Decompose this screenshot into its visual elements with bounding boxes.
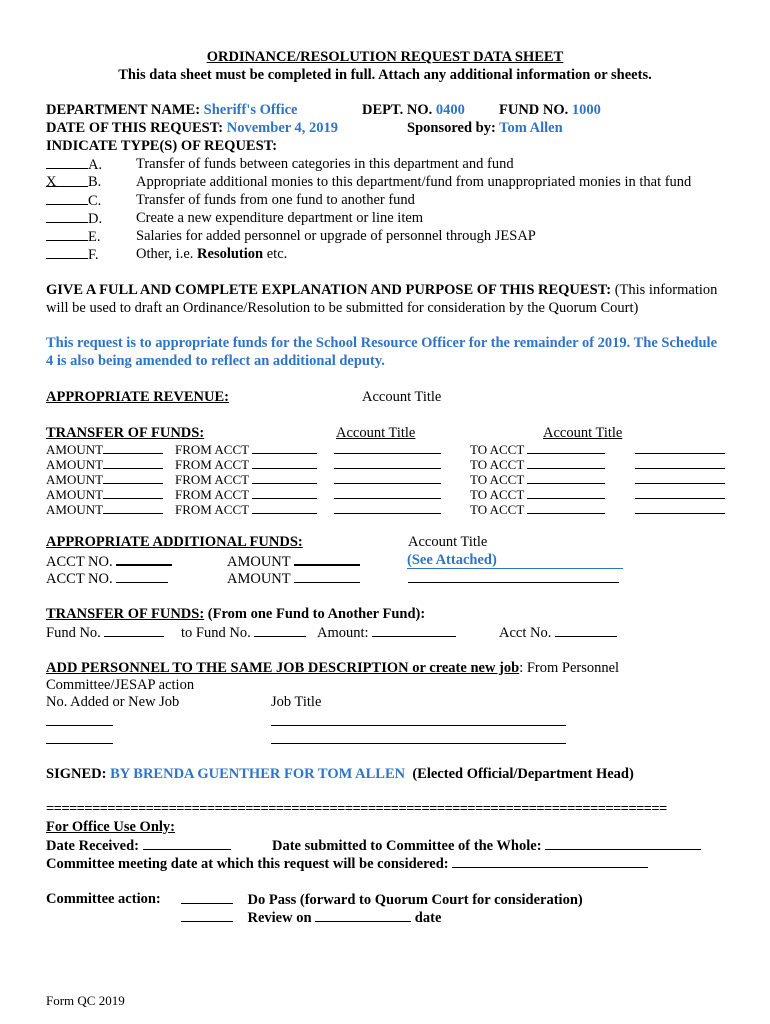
fund-no-field-row: Fund No.: [46, 623, 164, 642]
job-title-label: Job Title: [271, 694, 322, 710]
request-type-f-text: Other, i.e. Resolution etc.: [136, 246, 288, 262]
table-row: FROM ACCT: [175, 440, 317, 457]
to-account-title-field[interactable]: [635, 470, 725, 484]
do-pass-field[interactable]: [181, 890, 233, 904]
dept-no-value[interactable]: 0400: [435, 102, 465, 118]
amount-field[interactable]: [103, 500, 163, 514]
request-date-label: DATE OF THIS REQUEST:: [46, 120, 224, 136]
amount-field[interactable]: [103, 485, 163, 499]
from-account-title-field[interactable]: [334, 440, 441, 454]
to-fund-no-field-row: to Fund No.: [181, 623, 306, 642]
amount-field[interactable]: [372, 623, 456, 637]
table-row: AMOUNT: [46, 440, 163, 457]
request-type-e-text: Salaries for added personnel or upgrade of personnel through JESAP: [136, 228, 536, 244]
appropriate-revenue-heading: APPROPRIATE REVENUE:: [46, 389, 229, 405]
additional-account-title-row-2: [408, 569, 619, 588]
explanation-answer-line-1[interactable]: This request is to appropriate funds for the School Resource Officer for the remainder of 2019. The Schedule: [46, 335, 718, 351]
table-row: [334, 500, 441, 519]
no-added-label: No. Added or New Job: [46, 694, 180, 710]
request-type-d[interactable]: D.: [46, 209, 102, 228]
meeting-date-row: Committee meeting date at which this request will be considered:: [46, 854, 648, 873]
to-acct-field[interactable]: [527, 500, 605, 514]
explanation-answer-line-2[interactable]: 4 is also being amended to reflect an additional deputy.: [46, 353, 385, 369]
review-on-row: Review on date: [181, 908, 441, 927]
additional-acct-row-1: ACCT NO.: [46, 551, 172, 571]
table-row: TO ACCT: [470, 470, 605, 487]
request-type-checkbox[interactable]: [46, 155, 88, 169]
to-fund-no-field[interactable]: [254, 623, 306, 637]
fund-no-label: FUND NO.: [499, 102, 569, 118]
transfer-to-account-title-header: Account Title: [543, 425, 623, 441]
account-title-field[interactable]: [408, 569, 619, 583]
transfer-from-account-title-header: Account Title: [336, 425, 416, 441]
date-submitted-field[interactable]: [545, 836, 701, 850]
page-title: ORDINANCE/RESOLUTION REQUEST DATA SHEET: [206, 49, 564, 65]
from-acct-field[interactable]: [252, 440, 317, 454]
table-row: AMOUNT: [46, 470, 163, 487]
transfer-funds-heading: TRANSFER OF FUNDS:: [46, 425, 205, 441]
request-date-value[interactable]: November 4, 2019: [226, 120, 339, 136]
amount-field[interactable]: [294, 569, 360, 583]
to-acct-field[interactable]: [527, 455, 605, 469]
table-row: TO ACCT: [470, 500, 605, 517]
request-type-c[interactable]: C.: [46, 191, 101, 210]
fund-transfer-heading-row: [46, 605, 425, 623]
additional-funds-heading: APPROPRIATE ADDITIONAL FUNDS:: [46, 534, 303, 550]
acct-no-field[interactable]: [116, 551, 172, 566]
no-added-field-1[interactable]: [46, 712, 113, 731]
to-account-title-field[interactable]: [635, 440, 725, 454]
from-acct-field[interactable]: [252, 470, 317, 484]
fund-no-field[interactable]: [104, 623, 164, 637]
to-account-title-field[interactable]: [635, 455, 725, 469]
request-types-heading: INDICATE TYPE(S) OF REQUEST:: [46, 138, 278, 154]
additional-amount-row-1: AMOUNT: [227, 551, 360, 571]
acct-no-field[interactable]: [555, 623, 617, 637]
request-type-e[interactable]: E.: [46, 227, 100, 246]
amount-field[interactable]: [294, 551, 360, 566]
table-row: FROM ACCT: [175, 485, 317, 502]
table-row: FROM ACCT: [175, 500, 317, 517]
sponsor-value[interactable]: Tom Allen: [499, 120, 563, 136]
do-pass-row: Do Pass (forward to Quorum Court for consideration): [181, 890, 583, 909]
dept-no-label: DEPT. NO.: [362, 102, 433, 118]
form-id: Form QC 2019: [46, 993, 125, 1008]
table-row: TO ACCT: [470, 440, 605, 457]
acct-no-field[interactable]: [116, 569, 168, 583]
from-account-title-field[interactable]: [334, 500, 441, 514]
amount-field-row: Amount:: [317, 623, 456, 642]
page-subtitle: This data sheet must be completed in full. Attach any additional information or sheets.: [118, 67, 652, 83]
acct-no-field-row: Acct No.: [499, 623, 617, 642]
request-type-f[interactable]: F.: [46, 245, 99, 264]
table-row: TO ACCT: [470, 485, 605, 502]
signer-role: (Elected Official/Department Head): [412, 766, 634, 782]
see-attached-link[interactable]: (See Attached): [407, 551, 623, 569]
additional-acct-row-2: ACCT NO.: [46, 569, 168, 588]
office-use-separator: =================================================================================: [46, 801, 667, 817]
sponsor-row: [407, 119, 563, 137]
request-type-a-text: Transfer of funds between categories in this department and fund: [136, 156, 514, 172]
amount-field[interactable]: [103, 440, 163, 454]
request-type-a[interactable]: A.: [46, 155, 102, 174]
amount-field[interactable]: [103, 470, 163, 484]
date-received-row: Date Received:: [46, 836, 231, 855]
request-type-b[interactable]: X B.: [46, 174, 102, 190]
dept-no-row: [362, 101, 465, 119]
sponsor-label: Sponsored by:: [407, 120, 496, 136]
revenue-account-title-header: Account Title: [362, 389, 442, 405]
department-name-row: [46, 101, 297, 119]
to-acct-field[interactable]: [527, 470, 605, 484]
to-acct-field[interactable]: [527, 485, 605, 499]
to-acct-field[interactable]: [527, 440, 605, 454]
personnel-subheading: Committee/JESAP action: [46, 677, 195, 693]
request-type-checkbox[interactable]: [46, 227, 88, 241]
explanation-heading-row: [46, 281, 717, 299]
from-acct-field[interactable]: [252, 485, 317, 499]
explanation-note: (This information: [614, 282, 718, 298]
request-type-checkbox[interactable]: X: [46, 173, 88, 187]
resolution-word: Resolution: [197, 246, 264, 262]
to-account-title-field[interactable]: [635, 485, 725, 499]
fund-transfer-heading: TRANSFER OF FUNDS:: [46, 606, 205, 622]
department-name-label: DEPARTMENT NAME:: [46, 102, 201, 118]
fund-no-value[interactable]: 1000: [571, 102, 601, 118]
signed-value[interactable]: BY BRENDA GUENTHER FOR TOM ALLEN: [110, 766, 406, 782]
request-type-checkbox[interactable]: [46, 191, 88, 205]
fund-no-row: [499, 101, 601, 119]
signed-label: SIGNED:: [46, 766, 107, 782]
request-type-c-text: Transfer of funds from one fund to another fund: [136, 192, 415, 208]
from-account-title-field[interactable]: [334, 485, 441, 499]
table-row: FROM ACCT: [175, 455, 317, 472]
table-row: TO ACCT: [470, 455, 605, 472]
explanation-note-2: will be used to draft an Ordinance/Resolution to be submitted for consideration by the Quorum Court): [46, 300, 639, 316]
table-row: AMOUNT: [46, 455, 163, 472]
job-title-field-1[interactable]: [271, 712, 566, 731]
table-row: [635, 500, 725, 519]
request-type-checkbox[interactable]: [46, 245, 88, 259]
personnel-heading: ADD PERSONNEL TO THE SAME JOB DESCRIPTION or create new job: [46, 660, 520, 676]
no-added-field-2[interactable]: [46, 730, 113, 749]
committee-action-label: Committee action:: [46, 891, 161, 907]
amount-field[interactable]: [103, 455, 163, 469]
table-row: AMOUNT: [46, 500, 163, 517]
review-date-field[interactable]: [315, 908, 411, 922]
date-submitted-row: Date submitted to Committee of the Whole:: [272, 836, 701, 855]
table-row: AMOUNT: [46, 485, 163, 502]
office-use-heading: For Office Use Only:: [46, 819, 175, 835]
additional-funds-account-title-header: Account Title: [408, 534, 488, 550]
signature-row: [46, 765, 634, 783]
from-account-title-field[interactable]: [334, 455, 441, 469]
from-acct-field[interactable]: [252, 500, 317, 514]
request-type-d-text: Create a new expenditure department or line item: [136, 210, 424, 226]
fund-transfer-heading-rest: (From one Fund to Another Fund):: [207, 606, 426, 622]
from-account-title-field[interactable]: [334, 470, 441, 484]
meeting-date-field[interactable]: [452, 854, 648, 868]
request-type-b-text: Appropriate additional monies to this department/fund from unappropriated monies in that fund: [136, 174, 692, 190]
department-name-value[interactable]: Sheriff's Office: [203, 102, 298, 118]
table-row: FROM ACCT: [175, 470, 317, 487]
job-title-field-2[interactable]: [271, 730, 566, 749]
request-type-checkbox[interactable]: [46, 209, 88, 223]
from-acct-field[interactable]: [252, 455, 317, 469]
personnel-heading-rest: : From Personnel: [519, 660, 620, 676]
additional-amount-row-2: AMOUNT: [227, 569, 360, 588]
explanation-heading: GIVE A FULL AND COMPLETE EXPLANATION AND PURPOSE OF THIS REQUEST:: [46, 282, 612, 298]
review-field[interactable]: [181, 908, 233, 922]
request-date-row: [46, 119, 338, 137]
personnel-heading-row: [46, 659, 619, 677]
date-received-field[interactable]: [143, 836, 231, 850]
to-account-title-field[interactable]: [635, 500, 725, 514]
